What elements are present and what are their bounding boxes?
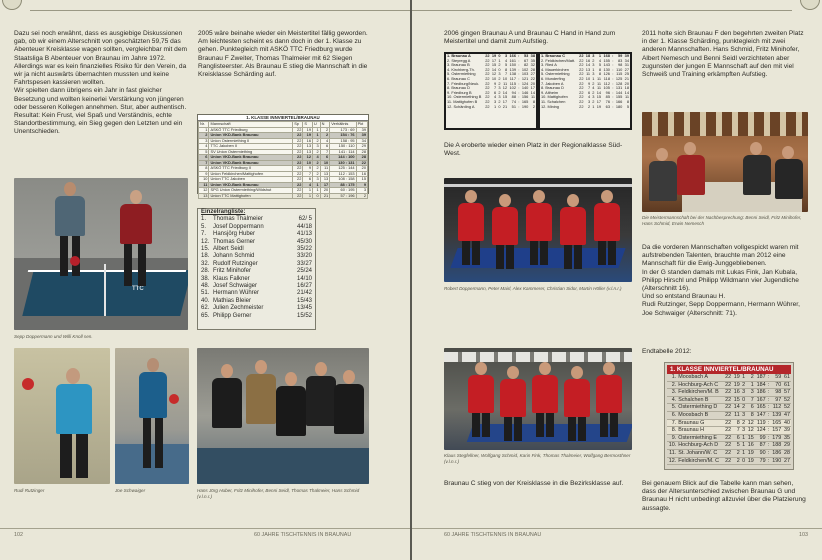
caption-team-c: Klaus Stegfellner, Wolfgang Schmid, Karin Fink, Thomas Thalmeier, Wolfgang Bermosthner (v.l.n.r.) [444, 453, 631, 464]
person [530, 362, 560, 442]
corner-seal-icon [2, 0, 22, 10]
player-schwaiger [133, 358, 173, 478]
table-row: 8. Braunau H 22 7 3 12 124 : 157 39 [667, 427, 791, 435]
list-item: 1. Thomas Thalmeier 62/ 5 [201, 216, 312, 223]
list-item: 65. Philipp Gerner 15/52 [201, 312, 312, 319]
paragraph: Rudi Rutzinger, Sepp Doppermann, Hermann Wührer, Joe Schwaiger (Alterschnitt: 71). [642, 301, 800, 317]
photo-team-a [444, 178, 632, 282]
footer-right [412, 528, 822, 540]
list-item: 32. Rudolf Rutzinger 33/27 [201, 260, 312, 267]
list-item: 12. Thomas Gerner 45/30 [201, 238, 312, 245]
table-row: 12. Mining 22 2 1 19 63 : 180 5 [541, 103, 629, 109]
list-item: 38. Klaus Falkner 14/10 [201, 275, 312, 282]
table-row: 13 Union TTC Mattighofen 22 1 0 21 57 : 196 2 [199, 193, 368, 199]
person [209, 364, 245, 474]
person [562, 366, 592, 446]
paragraph-a-regional: Die A eroberte wieder einen Platz in der Regionalklasse Süd-West. [444, 142, 623, 158]
table-row: 3. Braunau B 22 15 2 5 150 : 82 32 [447, 62, 535, 68]
player-right [112, 190, 164, 310]
table-row: 11 Union VKD-Bank Braunau 22 4 1 17 88 : 175 9 [199, 182, 368, 188]
table-row: 5. Ostermiething 22 11 3 8 126 : 115 25 [541, 71, 629, 77]
person [558, 194, 588, 274]
paragraph: Und so entstand Braunau H. [642, 293, 726, 301]
final-table-grid [667, 374, 791, 465]
table-row: 2. Feldkirchen/Matt. 22 16 2 4 155 : 83 34 [541, 57, 629, 63]
standings-title: 1. KLASSE INNVIERTEL/BRAUNAU [198, 115, 368, 121]
standings-table [197, 114, 369, 198]
table-row: 7. Jakoben A 22 9 2 11 112 : 128 20 [541, 80, 629, 86]
table-row: 8. Braunau D 22 7 4 11 105 : 131 18 [541, 85, 629, 91]
table-row: 6. Braunau C 22 10 2 10 117 : 121 22 [447, 75, 535, 81]
table-row: 4. Mauerkirchen 22 13 1 8 130 : 110 27 [541, 66, 629, 72]
caption-meistermannschaft: Die Meistermannschaft bei der Nachbesprechung: Benni Seidl, Fritz Minihofer, Hans Schmid, Erwin Nemesch [642, 215, 802, 226]
tables-2006 [444, 52, 632, 130]
paragraph-c-aufstieg: Braunau C stieg von der Kreisklasse in die Bezirksklasse auf. [444, 480, 624, 487]
table-row: 4. Kirchberg-Th. 22 14 0 8 139 : 102 28 [447, 66, 535, 72]
caption-photo-4: Hans Jörg Huber, Fritz Minihofer, Benni Seidl, Thomas Thalmeier, Hans Schmid (v.l.n.r.) [197, 488, 360, 499]
table-row: 10 Union TTC Jakoben 22 6 3 13 108 : 158 15 [199, 177, 368, 183]
paragraph: In der G standen damals mit Lukas Fink, Jan Kubala, Philipp Hirschl und Philipp Wildmann vier Jugendliche (Alterschnitt 16). [642, 268, 799, 293]
table-row: 6. Munderfing 22 10 1 11 118 : 125 21 [541, 75, 629, 81]
standings-header-row: Nr. Mannschaft Sp S U N Verhältnis Pkt [199, 122, 368, 128]
table-row: 12. Feldkirchen/M. C 22 2 0 19 79 : 190 27 [668, 457, 790, 464]
table-row: 2 Union VKD-Bank Braunau 22 19 1 2 154 : 76 39 [199, 133, 368, 139]
table-row: 4. Schalchen B 22 15 0 7 167 : 97 52 [667, 396, 791, 404]
table-row: 7. Braunau G 22 8 2 12 119 : 165 40 [667, 419, 791, 427]
table-row: 8. Braunau D 22 7 3 12 102 : 140 17 [447, 85, 535, 91]
list-item: 7. Hansjörg Huber 41/13 [201, 231, 312, 238]
caption-photo-1: Sepp Doppermann und Willi Knoll sen. [14, 334, 93, 339]
person [456, 190, 486, 270]
table-row: 2. Hochburg-Ach C 22 19 2 1 184 : 70 61 [667, 381, 791, 389]
table-row: 7. Friedburg/Neuk. 22 9 2 11 115 : 124 20 [447, 80, 535, 86]
caption-team-a: Robert Doppermann, Peter Mairl, Alex Kammerer, Christian Sidor, Martin Höller (v.l.n.r.) [444, 286, 622, 291]
footer-left [0, 528, 410, 540]
table-row: 3. Feldkirchen/M. B 22 16 3 3 186 : 98 57 [667, 389, 791, 397]
page-number: 103 [799, 532, 808, 538]
paddle-icon [70, 256, 80, 266]
photo-team-c [444, 348, 632, 450]
page-number: 102 [14, 532, 23, 538]
photo-schwaiger [115, 348, 189, 484]
right-page [412, 0, 822, 560]
table-row: 6. Moosbach B 22 11 3 8 147 : 139 47 [667, 411, 791, 419]
table-row: 2. Steyregg A 22 17 1 4 161 : 67 35 [447, 57, 535, 63]
footer-title: 60 JAHRE TISCHTENNIS IN BRAUNAU [444, 532, 542, 538]
table-label: TTC [132, 286, 144, 292]
text-column-2 [198, 30, 372, 79]
table-row: 11. Mattighofen B 22 3 2 17 74 : 165 8 [447, 98, 535, 104]
rankings-title: Einzelrangliste: [201, 209, 246, 215]
table-row: 8 ASKÖ TTC Friedburg II 22 9 2 11 125 : 144 20 [199, 166, 368, 172]
person [498, 366, 528, 446]
final-table-title: 1. KLASSE INNVIERTEL/BRAUNAU [667, 365, 791, 374]
paragraph: 2005 wäre beinahe wieder ein Meistertitel fällig geworden. Am leichtesten scheint es dann doch in der 1. Klasse zu gehen. Punktegleich mit ASKÖ TTC Friedburg wurde Braunau F Zweiter, Thomas Thalmeier mit 62 Siegen Ranglisteerster. Als Braunau E stieg die Mannschaft in die Kreisklasse Schärding auf. [198, 30, 368, 79]
person [524, 190, 554, 270]
paragraph-2011: 2011 holte sich Braunau F den begehrten zweiten Platz in der 1. Klasse Schärding, punktegleich mit zwei anderen Mannschaften. Hans Schmid, Fritz Minihofer, Albert Nemesch und Benni Seidl verzichteten aber zugunsten der jungen E Mannschaft auf den mit viel Schweiß und Training erkämpften Aufstieg. [642, 30, 804, 79]
table-row: 7 Union VKD-Bank Braunau 22 10 2 10 130 : 131 22 [199, 160, 368, 166]
table-row: 11. St. Johann/W. C 22 2 1 19 90 : 186 28 [667, 449, 791, 457]
table-braunau-a [446, 54, 536, 109]
table-row: 11. Schalchen 22 3 2 17 76 : 166 8 [541, 98, 629, 104]
left-page [0, 0, 410, 560]
table-row: 1 ASKÖ TTC Friedburg 22 19 1 2 173 : 69 39 [199, 127, 368, 133]
person [466, 362, 496, 442]
player-rutzinger [44, 368, 104, 484]
paragraph-age-comparison: Bei genauem Blick auf die Tabelle kann man sehen, dass der Altersunterschied zwischen Braunau G und Braunau H nicht unbedingt allzuviel über die Platzierung aussagte. [642, 480, 806, 512]
top-rule [412, 10, 792, 11]
top-rule [30, 10, 410, 11]
table-row: 9 Union Feldkirchen/Mattighofen 22 7 2 13 112 : 153 16 [199, 171, 368, 177]
rankings-list [197, 208, 316, 330]
paragraph-2006: 2006 gingen Braunau A und Braunau C Hand in Hand zum Meistertitel und damit zum Aufstieg. [444, 30, 616, 46]
caption-photo-2: Rudi Rutzinger [14, 488, 45, 493]
final-table-2012 [664, 362, 794, 470]
person [331, 370, 367, 480]
paddle-icon [169, 394, 179, 404]
standings-grid [198, 121, 368, 199]
table-row: 9. Friedburg B 22 6 2 14 94 : 146 14 [447, 89, 535, 95]
table-row: 12 SPG Union Ostermiething/Wildshut 22 1 1 20 60 : 195 3 [199, 188, 368, 194]
table-row: 10. Ostermiething B 22 4 3 15 88 : 156 11 [447, 94, 535, 100]
paragraph-2012 [642, 244, 808, 318]
table-row: 3 Union Ostermiething II 22 16 2 4 158 : 95 34 [199, 138, 368, 144]
table-row: 9. Ostermiething E 22 6 1 15 99 : 179 35 [667, 434, 791, 442]
caption-photo-3: Joe Schwaiger [115, 488, 146, 493]
table-row: 3. Ried A 22 14 3 5 143 : 98 31 [541, 62, 629, 68]
paddle-icon [22, 378, 34, 390]
table-row: 5. Ostermiething 22 12 3 7 138 : 103 27 [447, 71, 535, 77]
table-row: 4 TTC Jakoben II 22 13 3 6 150 : 110 29 [199, 144, 368, 150]
list-item: 5. Josef Doppermann 44/18 [201, 223, 312, 230]
list-item: 18. Johann Schmid 33/20 [201, 253, 312, 260]
paragraph: Da die vorderen Mannschaften vollgespickt waren mit aufstrebenden Talenten, brauchte man 2012 eine Mannschaft für die Ewig-Junggebliebenen. [642, 244, 799, 268]
table-braunau-c [540, 54, 630, 109]
list-item: 51. Hermann Wührer 21/42 [201, 290, 312, 297]
table-row: 10. Mattighofen 22 4 3 15 85 : 155 11 [541, 94, 629, 100]
photo-doppermann-knoll [14, 178, 188, 330]
table-row: 1. Braunau A 22 19 0 3 166 : 53 38 [447, 53, 535, 58]
person [490, 194, 520, 274]
table-row: 5 SV Union Ostermiething 22 13 2 7 141 : 114 28 [199, 149, 368, 155]
list-item: 48. Josef Schwaiger 16/27 [201, 283, 312, 290]
list-item: 62. Julien Zechmeister 13/45 [201, 305, 312, 312]
corner-seal-icon [800, 0, 820, 10]
person [742, 142, 772, 206]
table-row: 1. Braunau C 22 18 3 1 168 : 59 39 [541, 53, 629, 58]
table-row: 12. Schärding A 22 1 0 21 51 : 190 2 [447, 103, 535, 109]
player-left [50, 182, 90, 302]
list-item: 40. Mathias Bleier 15/43 [201, 297, 312, 304]
endtabelle-label: Endtabelle 2012: [642, 348, 692, 355]
table-row: 6 Union VKD-Bank Braunau 22 12 4 6 144 : 100 28 [199, 155, 368, 161]
table-row: 5. Ostermiething D 22 14 2 6 165 : 112 52 [667, 404, 791, 412]
photo-meistermannschaft [642, 112, 808, 212]
photo-rutzinger [14, 348, 110, 484]
person [676, 142, 706, 206]
photo-group-five [197, 348, 369, 484]
paragraph: Wir spielten dann übrigens ein Jahr in fast gleicher Besetzung und wollten keinerlei Verstärkung von jüngeren oder besseren Kollegen annehmen. Stur, aber authentisch. Resultat: Kein Frust, viel Spaß und Verständnis, echte Standortbestimmung, ein Sieg gegen den Letzten und ein Unentschieden. [14, 87, 187, 136]
person [774, 146, 804, 210]
list-item: 28. Fritz Minihofer 25/24 [201, 268, 312, 275]
footer-title: 60 JAHRE TISCHTENNIS IN BRAUNAU [254, 532, 352, 538]
text-column-1 [14, 30, 188, 137]
person [592, 190, 622, 270]
table-row: 10. Hochburg-Ach D 22 5 1 16 87 : 188 29 [668, 442, 790, 449]
table-row: 9. Altheim 22 6 2 14 96 : 144 14 [541, 89, 629, 95]
list-item: 15. Albert Seidl 35/22 [201, 246, 312, 253]
person [594, 362, 624, 442]
paragraph: Dazu sei noch erwähnt, dass es ausgiebige Diskussionen gab, ob wir einem Alterschnitt von geschätzten 59,75 das Abenteuer Kreisklasse wagen sollten, vergleichbar mit dem Staatsliga B Abenteuer von Braunau im Jahre 1972. Allerdings war es kein finanzielles Risiko für den Verein, da wir ja nicht auswärts übernachten mussten und keine Fahrtspesen kassieren wollten. [14, 30, 187, 87]
table-row: 1. Moosbach A 22 19 1 2 187 : 59 61 [667, 374, 791, 381]
person [648, 148, 678, 212]
